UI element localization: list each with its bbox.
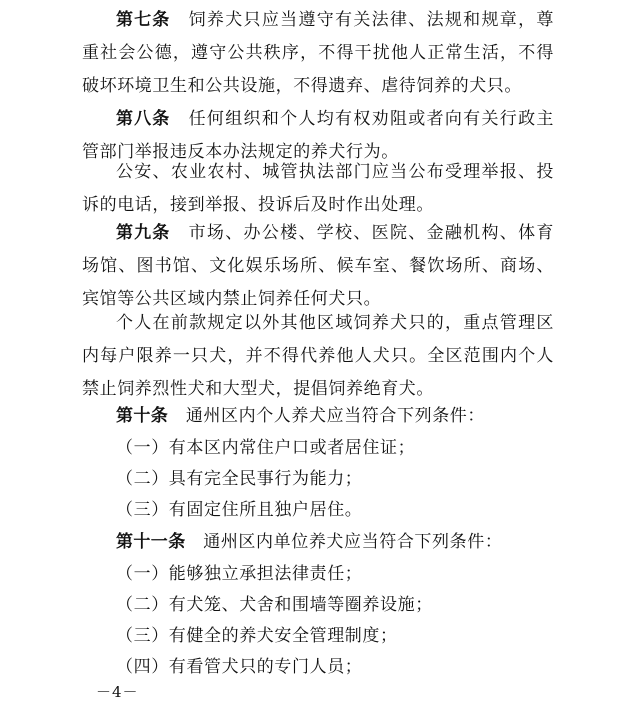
article-text: 通州区内个人养犬应当符合下列条件： — [185, 406, 486, 426]
article-11 — [82, 526, 554, 559]
article-text: 市场、办公楼、学校、医院、金融机构、体育场馆、图书馆、文化娱乐场所、候车室、餐饮场所、商场、宾馆等公共区域内禁止饲养任何犬只。 — [82, 223, 554, 309]
list-item: （一）能够独立承担法律责任； — [116, 564, 363, 584]
article-8-paragraph-2: 公安、农业农村、城管执法部门应当公布受理举报、投诉的电话，接到举报、投诉后及时作出处理。 — [82, 162, 554, 215]
list-item: （四）有看管犬只的专门人员； — [116, 657, 363, 677]
article-label: 第十一条 — [116, 532, 186, 552]
list-item: （二）有犬笼、犬舍和围墙等圈养设施； — [116, 595, 433, 615]
article-7 — [82, 4, 554, 103]
article-text: 饲养犬只应当遵守有关法律、法规和规章，尊重社会公德，遵守公共秩序，不得干扰他人正常生活，不得破坏环境卫生和公共设施，不得遗弃、虐待饲养的犬只。 — [82, 10, 554, 96]
article-text: 任何组织和个人均有权劝阻或者向有关行政主管部门举报违反本办法规定的养犬行为。 — [82, 109, 554, 162]
list-item: （三）有固定住所且独户居住。 — [116, 500, 363, 520]
article-label: 第十条 — [116, 406, 169, 426]
article-9 — [82, 217, 554, 316]
page-number: －4－ — [96, 683, 139, 701]
list-item: （一）有本区内常住户口或者居住证； — [116, 438, 416, 458]
article-label: 第八条 — [116, 109, 171, 129]
article-label: 第七条 — [116, 10, 171, 30]
article-9-paragraph-2: 个人在前款规定以外其他区域饲养犬只的，重点管理区内每户限养一只犬，并不得代养他人犬只。全区范围内个人禁止饲养烈性犬和大型犬，提倡饲养绝育犬。 — [82, 313, 554, 399]
list-item: （三）有健全的养犬安全管理制度； — [116, 626, 398, 646]
list-item: （二）具有完全民事行为能力； — [116, 469, 363, 489]
article-text: 通州区内单位养犬应当符合下列条件： — [203, 532, 503, 552]
article-label: 第九条 — [116, 223, 171, 243]
article-10 — [82, 400, 554, 433]
